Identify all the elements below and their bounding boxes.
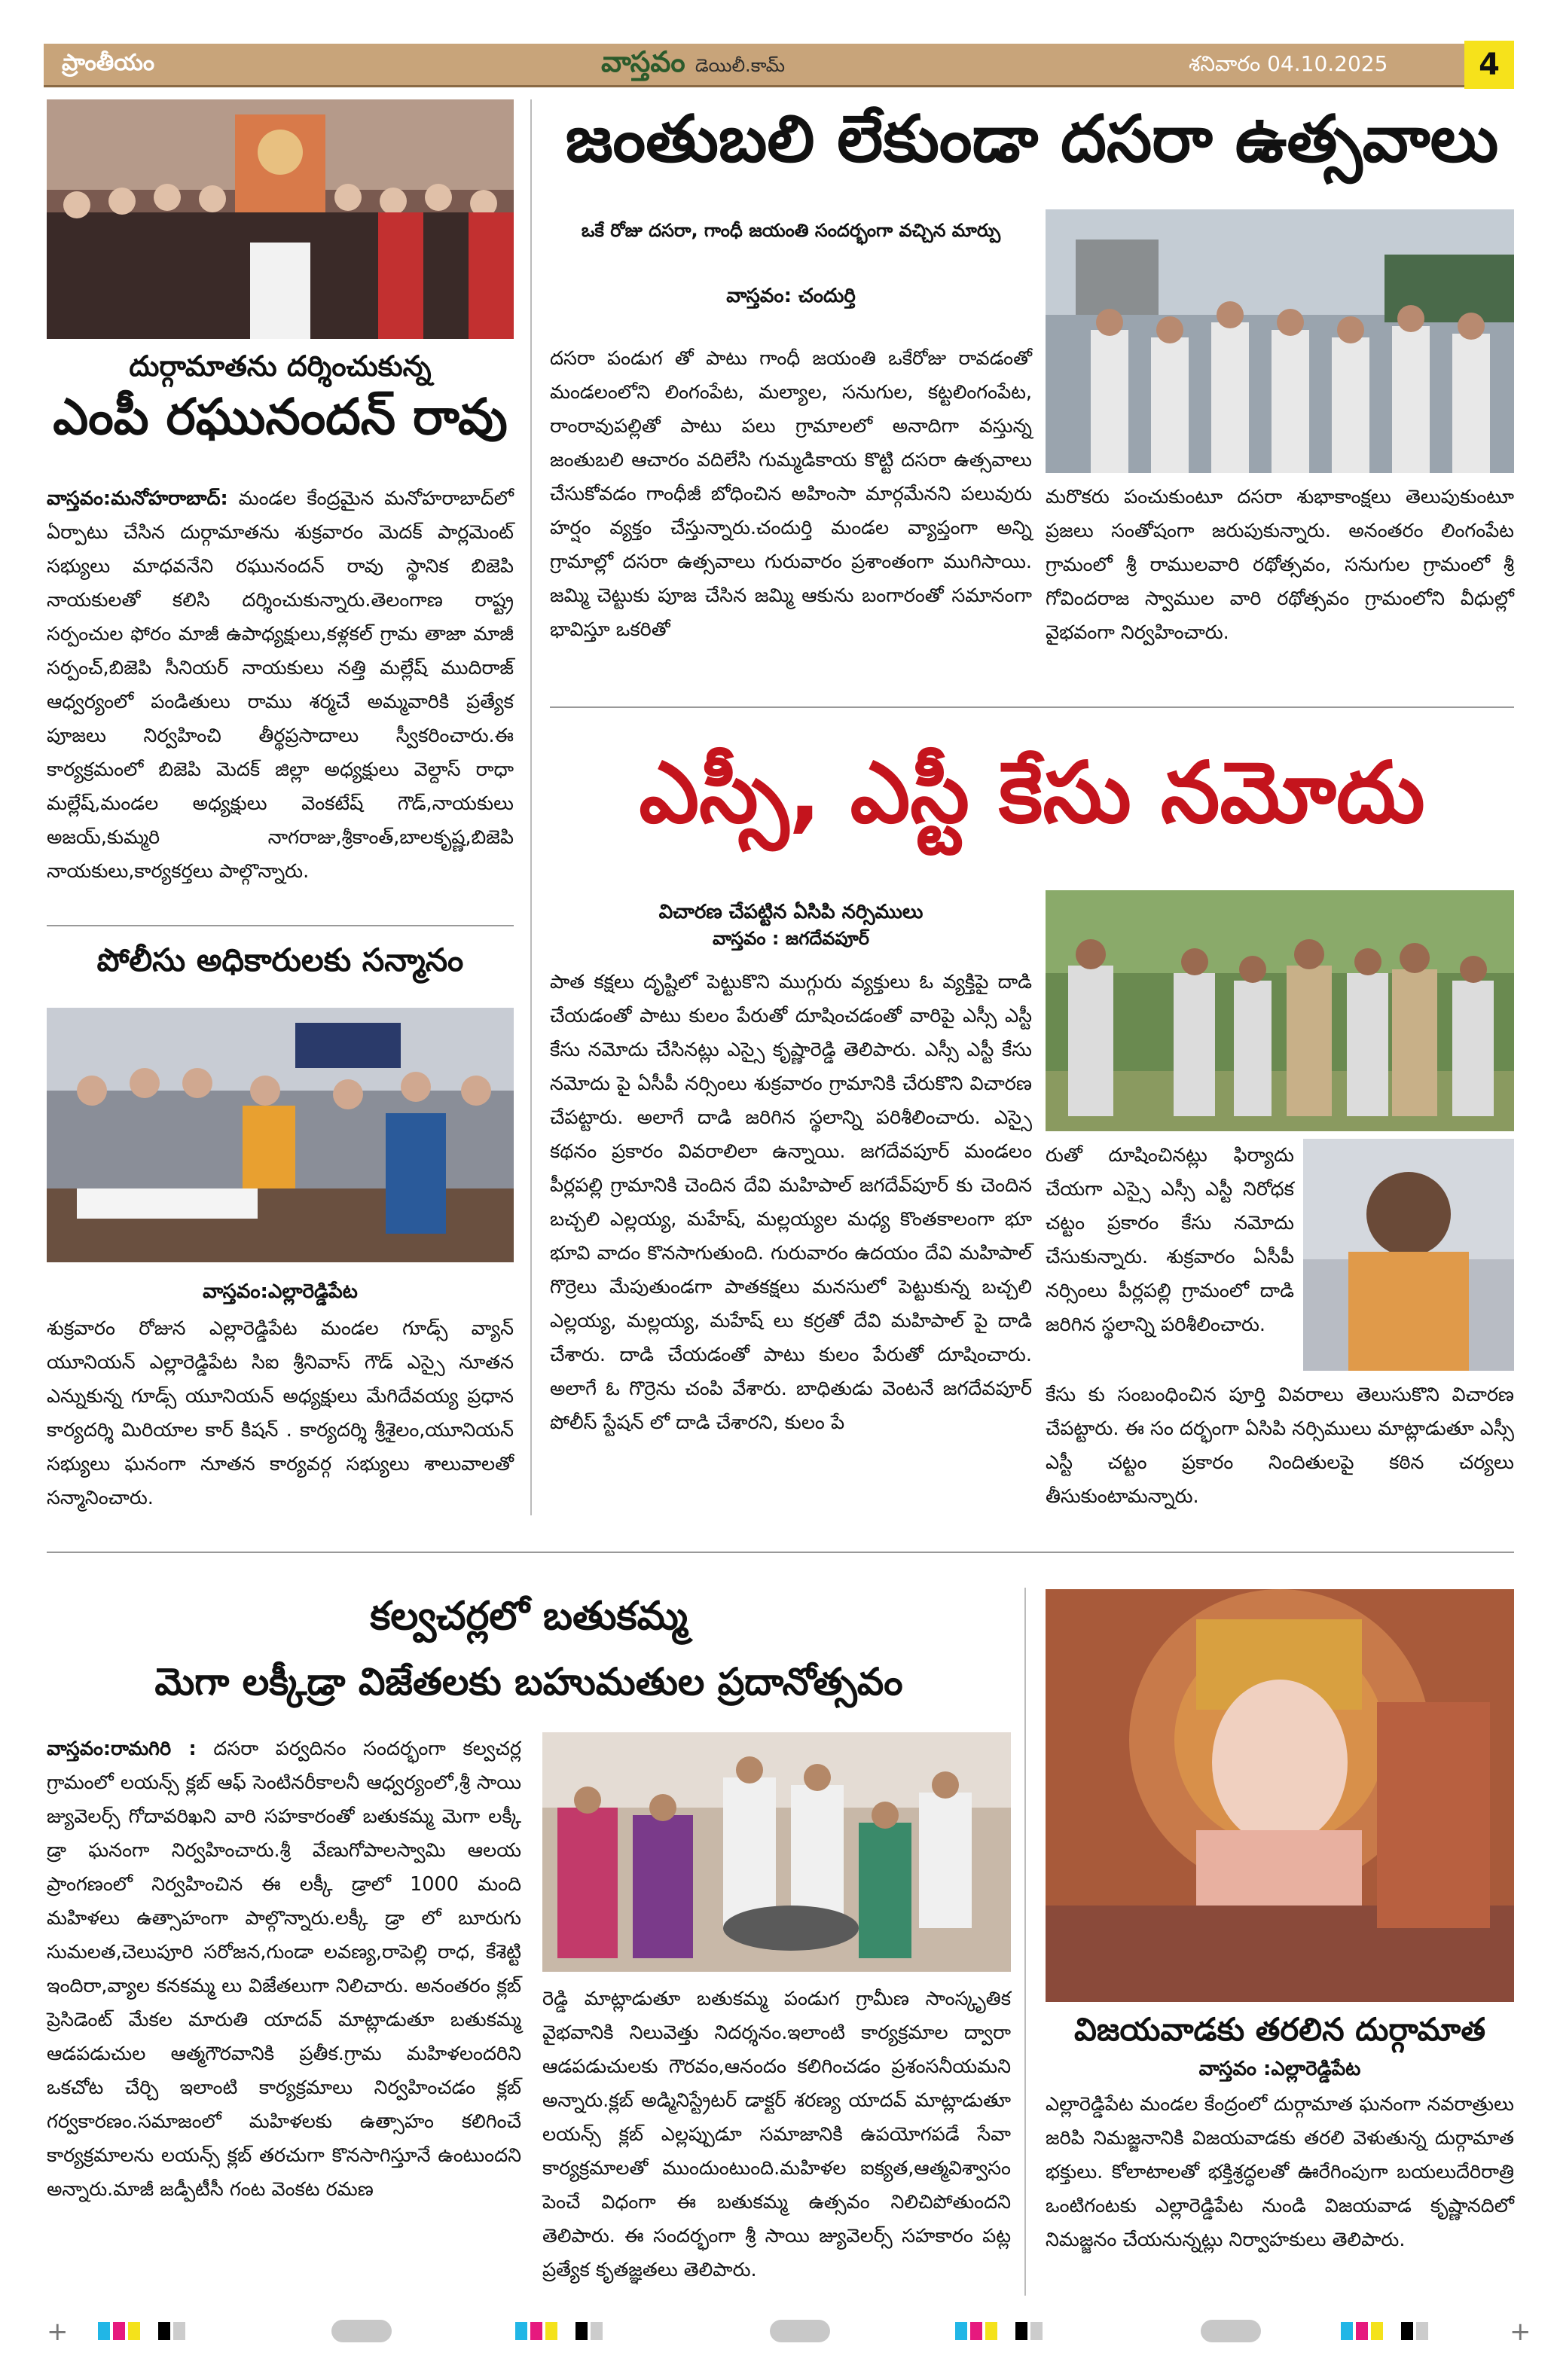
photo-durga-idol [1046,1589,1514,2002]
color-swatch [1000,2322,1012,2340]
color-swatch [985,2322,997,2340]
scst-subhead: విచారణ చేపట్టిన ఏసిపి నర్సిములు [658,901,924,923]
scst-dateline: వాస్తవం : జగదేవపూర్ [713,928,869,949]
color-swatch [591,2322,603,2340]
dasara-body: దసరా పండుగ తో పాటు గాంధీ జయంతి ఒకేరోజు రావడంతో మండలంలోని లింగంపేట, మల్యాల, సనుగుల, కట్టలింగంపేట, రాంరావుపల్లితో పాటు పలు గ్రామాలలో అనాదిగా వస్తున్న జంతుబలి ఆచారం వదిలేసి గుమ్మడికాయ కొట్టి దసరా ఉత్సవాలు చేసుకోవడం గాంధీజీ బోధించిన అహింసా మార్గమేనని పలువురు హర్షం వ్యక్తం చేస్తున్నారు.చందుర్తి మండల వ్యాప్తంగా అన్ని గ్రామాల్లో దసరా ఉత్సవాలు గురువారం ప్రశాంతంగా ముగిసాయి. జమ్మి చెట్టుకు పూజ చేసిన జమ్మి ఆకును బంగారంతో సమానంగా భావిస్తూ ఒకరితో [550,347,1032,641]
dasara-body-right: మరొకరు పంచుకుంటూ దసరా శుభాకాంక్షలు తెలుపుకుంటూ ప్రజలు సంతోషంగా జరుపుకున్నారు. అనంతరం లింగంపేట గ్రామంలో శ్రీ రాములవారి రథోత్సవం, సనుగుల గ్రామంలో శ్రీ గోవిందరాజ స్వాముల వారి రథోత్సవం గ్రామంలోని వీధుల్లో వైభవంగా నిర్వహించారు. [1046,486,1514,644]
color-swatch [1030,2322,1043,2340]
photo-durga-visit [47,99,514,339]
scst-headline: ఎస్సీ, ఎస్టీ కేసు నమోదు [639,744,1425,842]
column-divider [530,99,532,1515]
police-dateline: వాస్తవం:ఎల్లారెడ్డిపేట [203,1280,358,1303]
color-swatch [1356,2322,1368,2340]
paper-subtitle: డెయిలీ.కామ్ [695,55,786,76]
photo-victim [1303,1139,1514,1371]
divider [47,925,514,926]
color-swatch [515,2322,527,2340]
column-divider [1024,1588,1026,2296]
scst-body: పాత కక్షలు దృష్టిలో పెట్టుకొని ముగ్గురు వ్యక్తులు ఓ వ్యక్తిపై దాడి చేయడంతో పాటు కులం పేరుతో దూషించడంతో వారిపై ఎస్సీ ఎస్టీ కేసు నమోదు చేసినట్లు ఎస్సై కృష్ణారెడ్డి తెలిపారు. ఎస్సీ ఎస్టీ కేసు నమోదు పై ఏసీపీ నర్సింలు శుక్రవారం గ్రామానికి చేరుకొని విచారణ చేపట్టారు. అలాగే దాడి జరిగిన స్థలాన్ని పరిశీలించారు. ఎస్సై కథనం ప్రకారం వివరాలిలా ఉన్నాయి. జగదేవపూర్ మండలం పీర్లపల్లి గ్రామానికి చెందిన దేవి మహిపాల్ జగదేవ్‌పూర్ కు చెందిన బచ్చలి ఎల్లయ్య, మహేష్, మల్లయ్యల మధ్య కొంతకాలంగా భూ భూవి వాదం కొనసాగుతుంది. గురువారం ఉదయం దేవి మహిపాల్ గొర్రెలు మేపుతుండగా పాతకక్షలు మనసులో పెట్టుకున్న బచ్చలి ఎల్లయ్య, మల్లయ్య, మహేష్ లు కర్రతో దేవి మహిపాల్ పై దాడి చేశారు. దాడి చేయడంతో పాటు కులం పేరుతో దూషించారు. అలాగే ఓ గొర్రెను చంపి వేశారు. బాధితుడు వెంటనే జగదేవపూర్ పోలీస్ స్టేషన్ లో దాడి చేశారని, కులం పే [550,971,1032,1434]
photo-dasara-procession [1046,209,1514,473]
bathukamma-kicker: కల్వచర్లలో బతుకమ్మ [370,1594,688,1639]
bathukamma-body [47,1732,521,2207]
registration-pill [1201,2320,1261,2342]
color-swatch [1341,2322,1353,2340]
masthead-bar [44,44,1514,87]
page-number: 4 [1464,41,1514,89]
bathukamma-body-right: రెడ్డి మాట్లాడుతూ బతుకమ్మ పండుగ గ్రామీణ సాంస్కృతిక వైభవానికి నిలువెత్తు నిదర్శనం.ఇలాంటి కార్యక్రమాల ద్వారా ఆడపడుచులకు గౌరవం,ఆనందం కలిగించడం ప్రశంసనీయమని అన్నారు.క్లబ్ అడ్మినిస్ట్రేటర్ డాక్టర్ శరణ్య యాదవ్ మాట్లాడుతూ లయన్స్ క్లబ్ ఎల్లప్పుడూ సమాజానికి ఉపయోగపడే సేవా కార్యక్రమాలతో ముందుంటుంది.మహిళల ఐక్యత,ఆత్మవిశ్వాసం పెంచే విధంగా ఈ బతుకమ్మ ఉత్సవం నిలిచిపోతుందని తెలిపారు. ఈ సందర్భంగా శ్రీ సాయి జ్యువెలర్స్ సహకారం పట్ల ప్రత్యేక కృతజ్ఞతలు తెలిపారు. [542,1988,1011,2281]
raghunandan-body [47,482,514,889]
scst-body-right: రుతో దూషించినట్లు ఫిర్యాదు చేయగా ఎస్సై ఎస్సీ ఎస్టీ నిరోధక చట్టం ప్రకారం కేసు నమోదు చేసుకున్నారు. శుక్రవారం ఏసీపీ నర్సింలు పీర్లపల్లి గ్రామంలో దాడి జరిగిన స్థలాన్ని పరిశీలించారు. [1046,1144,1294,1336]
color-swatch [530,2322,542,2340]
bathukamma-text: దసరా పర్వదినం సందర్భంగా కల్వచర్ల గ్రామంలో లయన్స్ క్లబ్ ఆఫ్ సెంటినరీకాలనీ ఆధ్వర్యంలో,శ్రీ సాయి జ్యువెలర్స్ గోదావరిఖని వారి సహకారంతో బతుకమ్మ మెగా లక్కీ డ్రా ఘనంగా నిర్వహించారు.శ్రీ వేణుగోపాలస్వామి ఆలయ ప్రాంగణంలో నిర్వహించిన ఈ లక్కీ డ్రాలో 1000 మంది మహిళలు ఉత్సాహంగా పాల్గొన్నారు.లక్కీ డ్రా లో బూరుగు సుమలత,చెలుపూరి సరోజన,గుండా లవణ్య,రాపెల్లి రాధ, కేశెట్టి ఇందిరా,వ్యాల కనకమ్మ లు విజేతలుగా నిలిచారు. అనంతరం క్లబ్ ప్రెసిడెంట్ మేకల మారుతి యాదవ్ మాట్లాడుతూ బతుకమ్మ ఆడపడుచుల ఆత్మగౌరవానికి ప్రతీక.గ్రామ మహిళలందరిని ఒకచోట చేర్చి ఇలాంటి కార్యక్రమాలు నిర్వహించడం క్లబ్ గర్వకారణం.సమాజంలో మహిళలకు ఉత్సాహం కలిగించే కార్యక్రమాలను లయన్స్ క్లబ్ తరచుగా కొనసాగిస్తూనే ఉంటుందని అన్నారు.మాజీ జడ్పీటీసీ గంట వెంకట రమణ [47,1738,521,2201]
paper-title: వాస్తవం [601,45,685,78]
color-swatch [970,2322,982,2340]
color-swatch [1416,2322,1428,2340]
color-swatch [143,2322,155,2340]
registration-cross-icon: + [1510,2317,1531,2347]
issue-date: శనివారం 04.10.2025 [1189,51,1388,76]
bathukamma-dateline: వాస్తవం:రామగిరి : [47,1738,197,1760]
raghunandan-dateline: వాస్తవం:మనోహరాబాద్: [47,487,228,510]
raghunandan-kicker: దుర్గామాతను దర్శించుకున్న [129,349,432,383]
divider [550,706,1514,708]
scst-body-right2: కేసు కు సంబంధించిన పూర్తి వివరాలు తెలుసుకొని విచారణ చేపట్టారు. ఈ సం దర్భంగా ఏసిపి నర్సిములు మాట్లాడుతూ ఎస్సీ ఎస్టీ చట్టం ప్రకారం నిందితులపై కఠిన చర్యలు తీసుకుంటామన్నారు. [1046,1384,1514,1508]
paper-name [601,45,785,86]
color-swatch [560,2322,572,2340]
durgamata-headline: విజయవాడకు తరలిన దుర్గామాత [1073,2011,1486,2048]
dasara-headline: జంతుబలి లేకుండా దసరా ఉత్సవాలు [565,102,1499,177]
registration-cross-icon: + [47,2317,69,2347]
color-swatch [1386,2322,1398,2340]
color-swatch [113,2322,125,2340]
color-swatch [575,2322,588,2340]
color-swatch [1401,2322,1413,2340]
color-swatch [955,2322,967,2340]
photo-lucky-draw [542,1732,1011,1972]
color-swatch [173,2322,185,2340]
color-swatch [545,2322,557,2340]
color-swatch [158,2322,170,2340]
color-swatch [1015,2322,1027,2340]
police-headline: పోలీసు అధికారులకు సన్మానం [96,941,464,978]
registration-pill [331,2320,392,2342]
photo-police-felicitation [47,1008,514,1262]
bathukamma-headline: మెగా లక్కీడ్రా విజేతలకు బహుమతుల ప్రదానోత్సవం [154,1660,903,1704]
raghunandan-headline: ఎంపీ రఘునందన్ రావు [53,388,508,446]
police-body: శుక్రవారం రోజున ఎల్లారెడ్డిపేట మండల గూడ్స్ వ్యాన్ యూనియన్ ఎల్లారెడ్డిపేట సిఐ శ్రీనివాస్ గౌడ్ ఎస్సై నూతన ఎన్నుకున్న గూడ్స్ యూనియన్ అధ్యక్షులు మేగిదేవయ్య ప్రధాన కార్యదర్శి మిరియాల కార్ కిషన్ . కార్యదర్శి శ్రీశైలం,యూనియన్ సభ్యులు ఘనంగా నూతన కార్యవర్గ సభ్యులు శాలువాలతో సన్మానించారు. [47,1317,514,1509]
color-swatch [1371,2322,1383,2340]
dasara-dateline: వాస్తవం: చందుర్తి [726,285,856,307]
dasara-subhead: ఒకే రోజు దసరా, గాంధీ జయంతి సందర్భంగా వచ్చిన మార్పు [581,220,1001,241]
section-label: ప్రాంతీయం [62,50,155,76]
durgamata-dateline: వాస్తవం :ఎల్లారెడ్డిపేట [1198,2058,1361,2080]
raghunandan-text: మండల కేంద్రమైన మనోహరాబాద్‌లో ఏర్పాటు చేసిన దుర్గామాతను శుక్రవారం మెదక్ పార్లమెంట్ సభ్యులు మాధవనేని రఘునందన్ రావు స్థానిక బిజెపి నాయకులతో కలిసి దర్శించుకున్నారు.తెలంగాణ రాష్ట్ర సర్పంచుల ఫోరం మాజీ ఉపాధ్యక్షులు,కళ్లకల్ గ్రామ తాజా మాజీ సర్పంచ్,బిజెపి సీనియర్ నాయకులు నత్తి మల్లేష్ ముదిరాజ్ ఆధ్వర్యంలో పండితులు రాము శర్మచే అమ్మవారికి ప్రత్యేక పూజలు నిర్వహించి తీర్థప్రసాదాలు స్వీకరించారు.ఈ కార్యక్రమంలో బిజెపి మెదక్ జిల్లా అధ్యక్షులు వెల్దాస్ రాధా మల్లేష్,మండల అధ్యక్షులు వెంకటేష్ గౌడ్,నాయకులు అజయ్,కుమ్మరి నాగరాజు,శ్రీకాంత్,బాలకృష్ణ,బిజెపి నాయకులు,కార్యకర్తలు పాల్గొన్నారు. [47,487,514,883]
color-swatch [98,2322,110,2340]
color-swatch [128,2322,140,2340]
registration-pill [770,2320,830,2342]
photo-acp-inquiry [1046,890,1514,1131]
durgamata-body: ఎల్లారెడ్డిపేట మండల కేంద్రంలో దుర్గామాత ఘనంగా నవరాత్రులు జరిపి నిమజ్జనానికి విజయవాడకు తరలి వెళుతున్న దుర్గామాత భక్తులు. కోలాటాలతో భక్తిశ్రద్ధలతో ఊరేగింపుగా బయలుదేరిరాత్రి ఒంటిగంటకు ఎల్లారెడ్డిపేట నుండి విజయవాడ కృష్ణానదిలో నిమజ్జనం చేయనున్నట్లు నిర్వాహకులు తెలిపారు. [1046,2093,1514,2251]
divider [47,1552,1514,1553]
